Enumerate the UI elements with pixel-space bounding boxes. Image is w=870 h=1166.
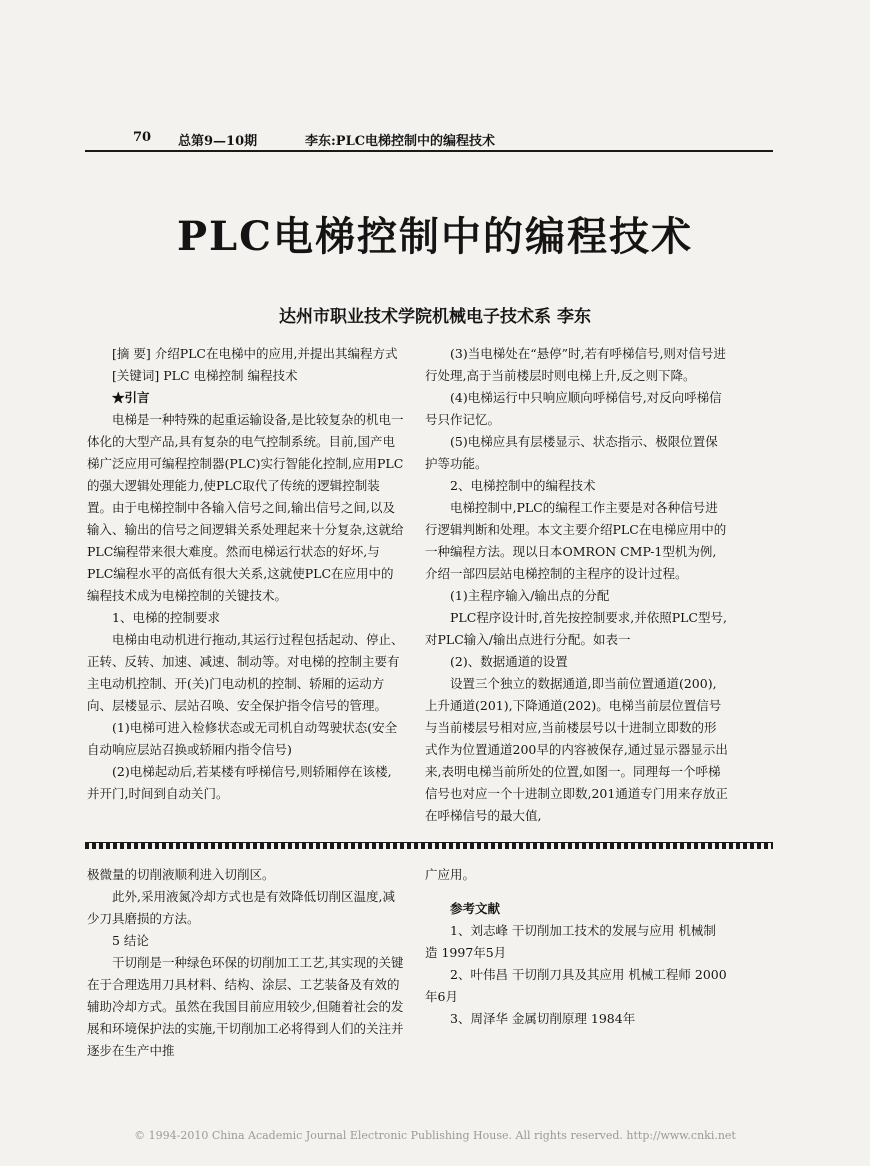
list-item: (3)当电梯处在“悬停”时,若有呼梯信号,则对信号进行处理,高于当前楼层时则电梯上升,反之则下降。 — [425, 346, 726, 383]
abstract: [摘 要] 介绍PLC在电梯中的应用,并提出其编程方式 — [112, 346, 398, 361]
references-heading: 参考文献 — [450, 901, 501, 916]
paragraph: 电梯由电动机进行拖动,其运行过程包括起动、停止、正转、反转、加速、减速、制动等。对电梯的控制主要有主电动机控制、开(关)门电动机的控制、轿厢的运动方向、层楼显示、层站召唤、安全保护指令信号的管理。 — [87, 632, 404, 713]
right-column — [425, 343, 728, 827]
page-number: 70 — [133, 130, 152, 145]
author-line: 达州市职业技术学院机械电子技术系 李东 — [279, 307, 591, 327]
subheading-data-channels: (2)、数据通道的设置 — [450, 654, 568, 669]
paragraph: 电梯是一种特殊的起重运输设备,是比较复杂的机电一体化的大型产品,具有复杂的电气控制系统。目前,国产电梯广泛应用可编程控制器(PLC)实行智能化控制,应用PLC的强大逻辑处理能力,使PLC取代了传统的逻辑控制装置。由于电梯控制中各输入信号之间,输出信号之间,以及输入、输出的信号之间逻辑关系处理起来十分复杂,这就给PLC编程带来很大难度。然而电梯运行状态的好坏,与PLC编程水平的高低有很大关系,这就使PLC在应用中的编程技术成为电梯控制的关键技术。 — [87, 412, 404, 603]
list-item: (1)电梯可进入检修状态或无司机自动驾驶状态(安全自动响应层站召换或轿厢内指令信号) — [87, 720, 398, 757]
paragraph: 干切削是一种绿色环保的切削加工工艺,其实现的关键在于合理选用刀具材料、结构、涂层、工艺装备及有效的辅助冷却方式。虽然在我国目前应用较少,但随着社会的发展和环境保护法的实施,干切削加工必将得到人们的关注并逐步在生产中推 — [87, 955, 404, 1058]
section-heading-intro: ★引言 — [112, 390, 150, 405]
paragraph: 极微量的切削液顺利进入切削区。 — [87, 867, 275, 882]
subheading-io-allocation: (1)主程序输入/输出点的分配 — [450, 588, 610, 603]
left-column — [87, 343, 404, 805]
keywords: [关键词] PLC 电梯控制 编程技术 — [112, 368, 298, 383]
list-item: (2)电梯起动后,若某楼有呼梯信号,则轿厢停在该楼,并开门,时间到自动关门。 — [87, 764, 392, 801]
reference-item: 1、刘志峰 干切削加工技术的发展与应用 机械制造 1997年5月 — [425, 923, 716, 960]
list-item: (5)电梯应具有层楼显示、状态指示、极限位置保护等功能。 — [425, 434, 718, 471]
section-separator — [85, 842, 773, 849]
reference-item: 2、叶伟昌 干切削刀具及其应用 机械工程师 2000年6月 — [425, 967, 727, 1004]
article-title: PLC电梯控制中的编程技术 — [176, 213, 694, 260]
paragraph: 广应用。 — [425, 867, 476, 882]
running-title: 李东:PLC电梯控制中的编程技术 — [305, 134, 496, 149]
section-heading-programming: 2、电梯控制中的编程技术 — [450, 478, 596, 493]
section-heading-conclusion: 5 结论 — [112, 933, 149, 948]
issue-label: 总第9—10期 — [178, 134, 258, 149]
paragraph: 设置三个独立的数据通道,即当前位置通道(200),上升通道(201),下降通道(202)。电梯当前层位置信号与当前楼层号相对应,当前楼层号以十进制立即数的形式作为位置通道200早的内容被保存,通过显示器显示出来,表明电梯当前所处的位置,如图一。同理每一个呼梯信号也对应一个十进制立即数,201通道专门用来存放正在呼梯信号的最大值, — [425, 676, 728, 823]
reference-item: 3、周泽华 金属切削原理 1984年 — [450, 1011, 636, 1026]
paragraph: PLC程序设计时,首先按控制要求,并依照PLC型号,对PLC输入/输出点进行分配。如表一 — [425, 610, 727, 647]
paragraph: 此外,采用液氮冷却方式也是有效降低切削区温度,减少刀具磨损的方法。 — [87, 889, 395, 926]
lower-right-column — [425, 864, 728, 1030]
section-heading-requirements: 1、电梯的控制要求 — [112, 610, 220, 625]
list-item: (4)电梯运行中只响应顺向呼梯信号,对反向呼梯信号只作记忆。 — [425, 390, 722, 427]
header-rule — [85, 150, 773, 152]
copyright-footer: © 1994-2010 China Academic Journal Electronic Publishing House. All rights reserved. http://www.cnki.net — [134, 1129, 736, 1142]
lower-left-column — [87, 864, 404, 1062]
paragraph: 电梯控制中,PLC的编程工作主要是对各种信号进行逻辑判断和处理。本文主要介绍PLC在电梯应用中的一种编程方法。现以日本OMRON CMP-1型机为例,介绍一部四层站电梯控制的主程序的设计过程。 — [425, 500, 727, 581]
